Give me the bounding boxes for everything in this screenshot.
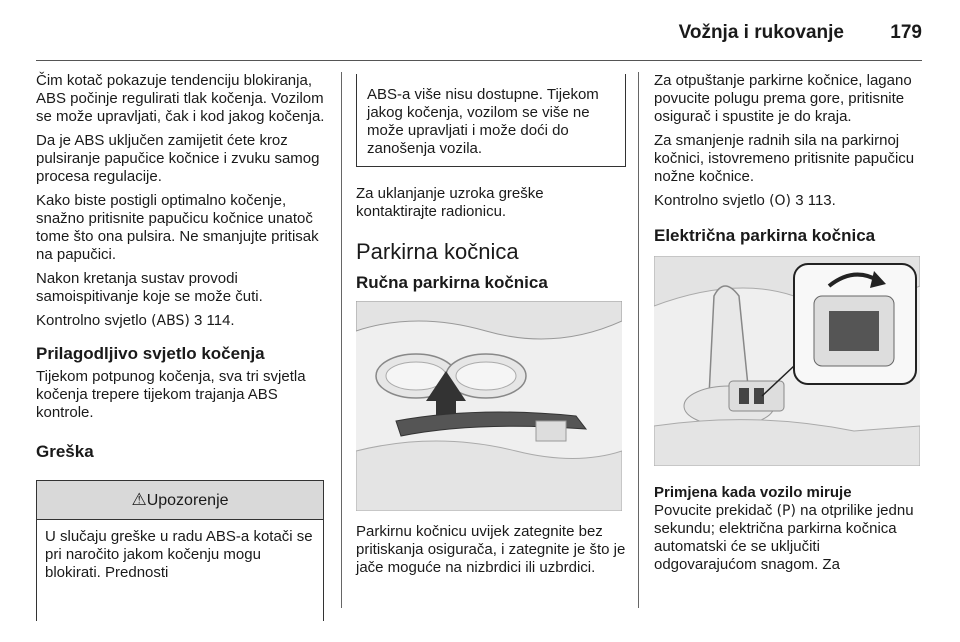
- page-arrow-icon: 3: [795, 192, 804, 209]
- electric-parking-brake-illustration: [654, 256, 920, 466]
- column-divider: [341, 72, 342, 608]
- paragraph-reference: [36, 312, 326, 330]
- brake-warning-icon: (O): [769, 193, 792, 209]
- paragraph: [654, 502, 924, 574]
- warning-triangle-icon: ⚠: [131, 490, 147, 510]
- warning-text: U slučaju greške u radu ABS-a kotači se pri naročito jakom kočenju mogu blokirati. Prednosti: [45, 528, 313, 581]
- paragraph: Nakon kretanja sustav provodi samoispitivanje koje se može čuti.: [36, 270, 263, 305]
- heading-apply-stationary: Primjena kada vozilo miruje: [654, 484, 852, 501]
- paragraph: Tijekom potpunog kočenja, sva tri svjetla kočenja trepere tijekom trajanja ABS kontrole.: [36, 368, 306, 421]
- paragraph: Kako biste postigli optimalno kočenje, snažno pritisnite papučicu kočnice unatoč tome što ona pulsira. Ne smanjujte pritisak na papučici.: [36, 192, 319, 263]
- heading-manual-parking-brake: Ručna parkirna kočnica: [356, 273, 548, 292]
- heading-adaptive-brake-light: Prilagodljivo svjetlo kočenja: [36, 344, 265, 363]
- page-arrow-icon: 3: [194, 312, 203, 329]
- heading-parking-brake: Parkirna kočnica: [356, 239, 519, 264]
- paragraph: Da je ABS uključen zamijetit ćete kroz pulsiranje papučice kočnice i zvuku samog procesa regulacije.: [36, 132, 320, 185]
- warning-title: Upozorenje: [146, 492, 229, 509]
- paragraph: Parkirnu kočnicu uvijek zategnite bez pritiskanja osigurača, i zategnite je što je jače moguće na nizbrdici ili uzbrdici.: [356, 523, 626, 576]
- heading-fault: Greška: [36, 442, 94, 461]
- manual-parking-brake-illustration: [356, 301, 622, 511]
- warning-box-continued: [356, 74, 626, 167]
- column-divider: [638, 72, 639, 608]
- paragraph: Za smanjenje radnih sila na parkirnoj kočnici, istovremeno pritisnite papučicu nožne kočnice.: [654, 132, 915, 185]
- paragraph-reference: [654, 192, 924, 210]
- paragraph: Čim kotač pokazuje tendenciju blokiranja, ABS počinje regulirati tlak kočenja. Vozilom se može upravljati, čak i kod jakog kočenja.: [36, 72, 325, 125]
- reference-prefix: Kontrolno svjetlo: [36, 312, 147, 329]
- reference-page: 113.: [807, 192, 836, 209]
- paragraph-suffix: na otprilike jednu sekundu; električna parkirna kočnica automatski će se uključiti odgovarajućom snagom. Za: [654, 502, 914, 573]
- heading-electric-parking-brake: Električna parkirna kočnica: [654, 226, 876, 245]
- paragraph: Za otpuštanje parkirne kočnice, lagano povucite polugu prema gore, pritisnite osigurač i spustite je do kraja.: [654, 72, 912, 125]
- warning-box: [36, 480, 324, 621]
- warning-header: [37, 481, 323, 520]
- paragraph-prefix: Povucite prekidač: [654, 502, 773, 519]
- paragraph: Za uklanjanje uzroka greške kontaktirajte radionicu.: [356, 185, 544, 220]
- warning-text-continued: ABS-a više nisu dostupne. Tijekom jakog kočenja, vozilom se više ne može upravljati i može doći do zanošenja vozila.: [367, 86, 599, 157]
- header-title: Vožnja i rukovanje: [678, 22, 844, 43]
- abs-warning-icon: (ABS): [151, 313, 190, 329]
- header-rule: [36, 60, 922, 61]
- column-left: [36, 72, 326, 466]
- reference-page: 114.: [206, 312, 235, 329]
- column-middle: [356, 74, 626, 583]
- column-right: [654, 72, 924, 580]
- reference-prefix: Kontrolno svjetlo: [654, 192, 765, 209]
- page-number: 179: [890, 22, 922, 43]
- parking-brake-switch-icon: (P): [776, 503, 796, 519]
